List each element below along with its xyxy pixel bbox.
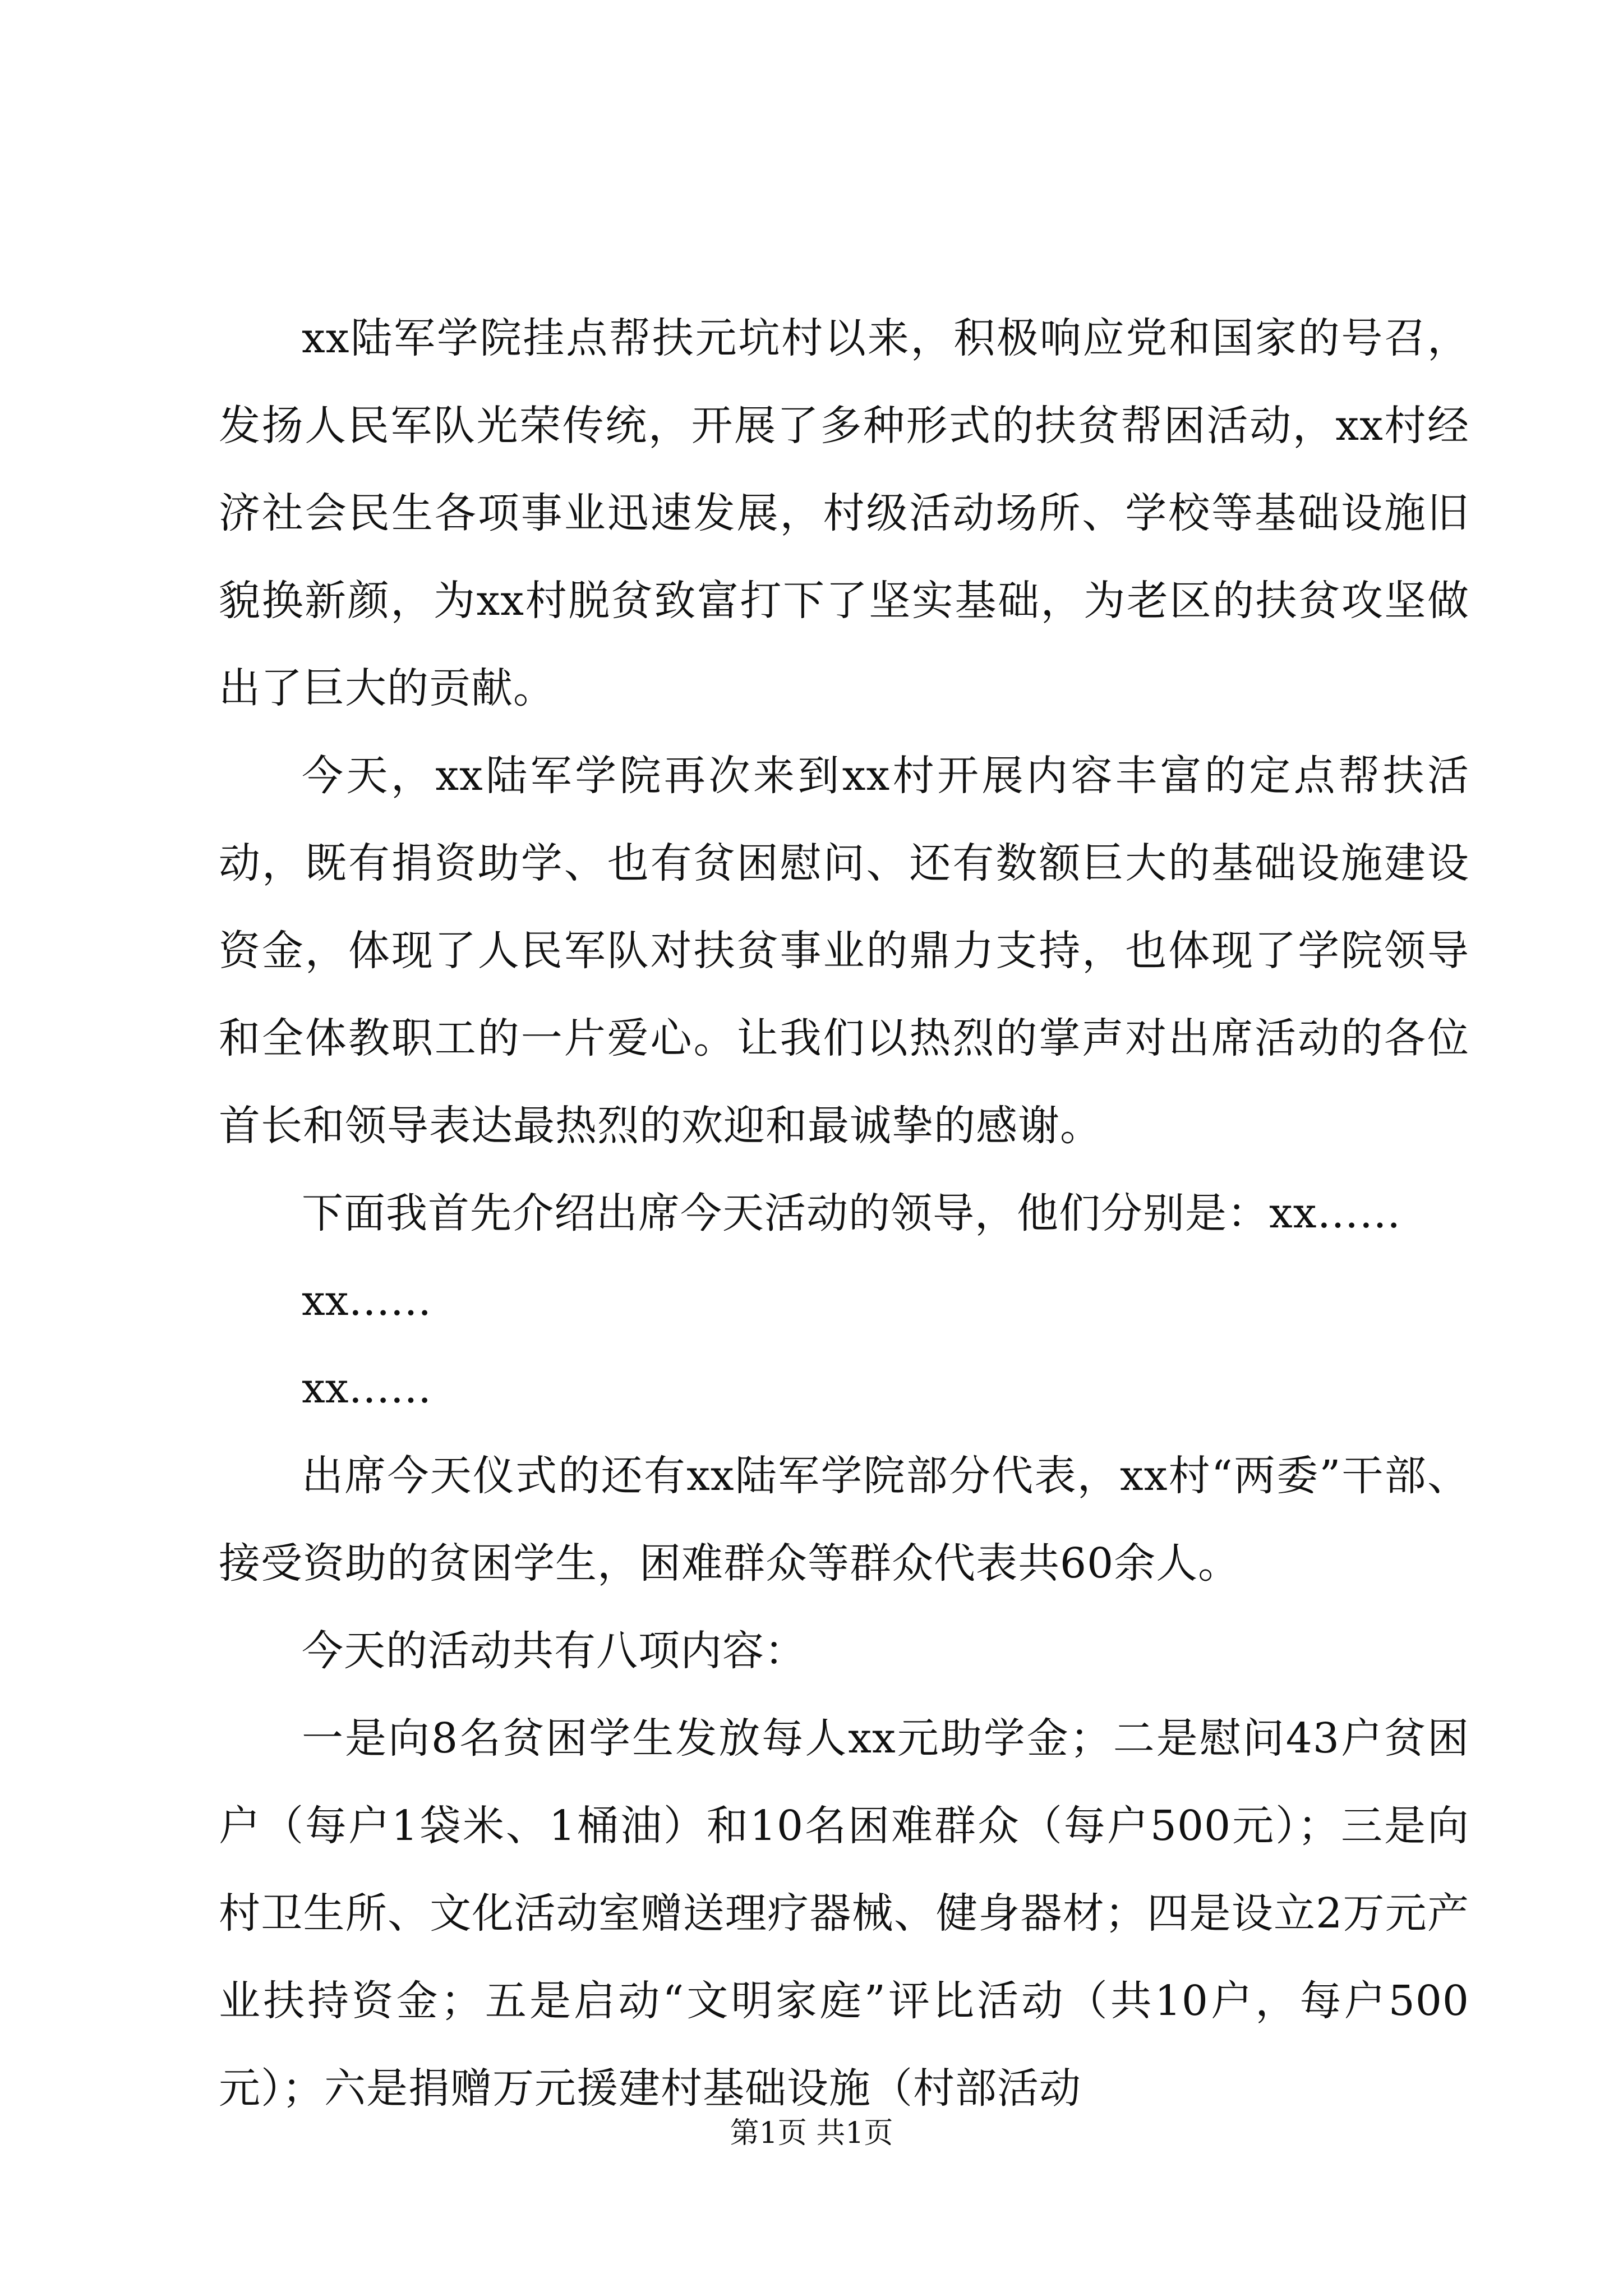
document-body [219, 295, 1469, 2132]
paragraph-attendees: 出席今天仪式的还有xx陆军学院部分代表，xx村“两委”干部、接受资助的贫困学生，困难群众等群众代表共60余人。 [219, 1452, 1469, 1588]
paragraph-leader-1: xx…… [302, 1277, 432, 1325]
paragraph-intro: xx陆军学院挂点帮扶元坑村以来，积极响应党和国家的号召，发扬人民军队光荣传统，开展了多种形式的扶贫帮困活动，xx村经济社会民生各项事业迅速发展，村级活动场所、学校等基础设施旧貌换新颜，为xx村脱贫致富打下了坚实基础，为老区的扶贫攻坚做出了巨大的贡献。 [219, 314, 1469, 712]
paragraph-agenda-items: 一是向8名贫困学生发放每人xx元助学金；二是慰问43户贫困户（每户1袋米、1桶油）和10名困难群众（每户500元）；三是向村卫生所、文化活动室赠送理疗器械、健身器材；四是设立2万元产业扶持资金；五是启动“文明家庭”评比活动（共10户，每户500元）；六是捐赠万元援建村基础设施（村部活动 [219, 1714, 1469, 2113]
paragraph-leader-2: xx…… [302, 1364, 432, 1412]
paragraph-today-activity: 今天，xx陆军学院再次来到xx村开展内容丰富的定点帮扶活动，既有捐资助学、也有贫困慰问、还有数额巨大的基础设施建设资金，体现了人民军队对扶贫事业的鼎力支持，也体现了学院领导和全体教职工的一片爱心。让我们以热烈的掌声对出席活动的各位首长和领导表达最热烈的欢迎和最诚挚的感谢。 [219, 752, 1469, 1150]
paragraph-agenda-heading: 今天的活动共有八项内容： [302, 1627, 806, 1675]
paragraph-leaders-intro: 下面我首先介绍出席今天活动的领导，他们分别是：xx…… [302, 1189, 1401, 1237]
page-footer: 第1页 共1页 [730, 2116, 893, 2150]
